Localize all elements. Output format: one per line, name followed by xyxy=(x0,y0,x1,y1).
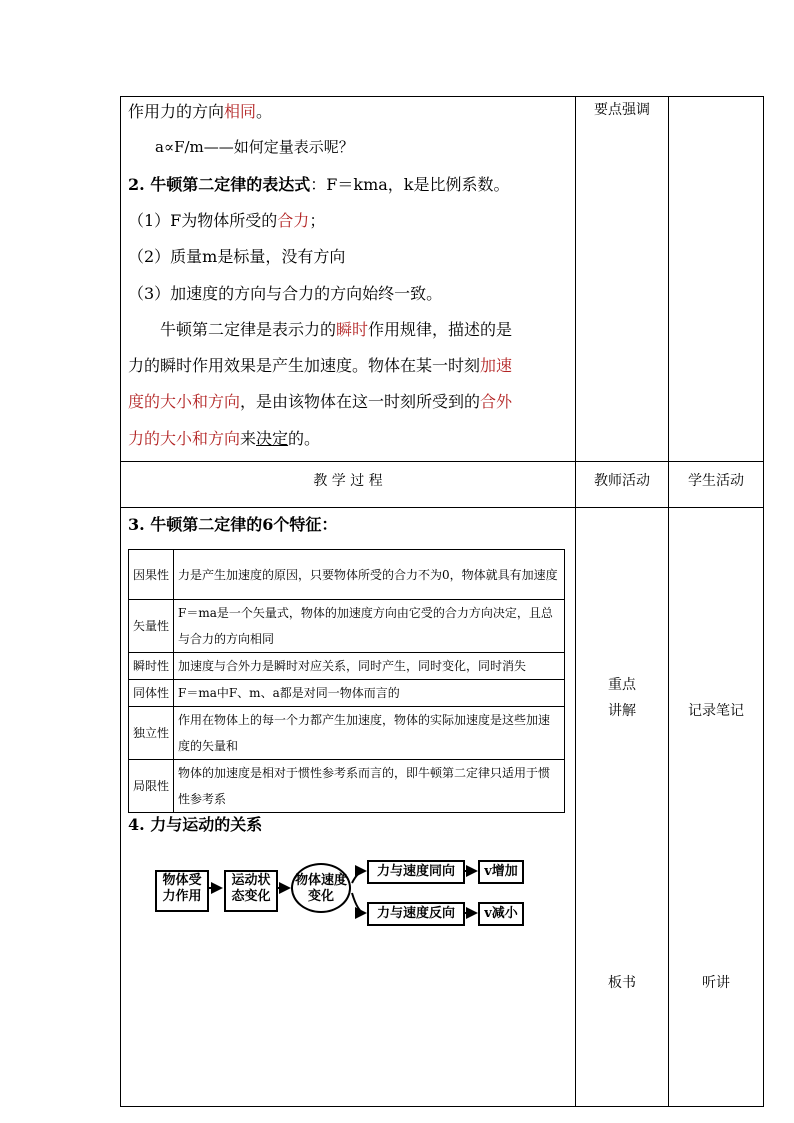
para-line2: 力的瞬时作用效果是产生加速度。物体在某一时刻加速 xyxy=(128,356,513,375)
header-process: 教 学 过 程 xyxy=(313,473,383,489)
flow-ellipse-velocity-change: 物体速度变化 xyxy=(291,863,351,913)
table-border-col2 xyxy=(668,96,669,1107)
table-row xyxy=(129,550,565,600)
table-row xyxy=(129,680,565,707)
flow-box-force: 物体受力作用 xyxy=(155,870,209,912)
header-student: 学生活动 xyxy=(688,473,744,489)
flow-box-opposite-direction: 力与速度反向 xyxy=(367,902,465,926)
teacher-board: 板书 xyxy=(608,975,636,991)
feature-name: 同体性 xyxy=(129,680,174,707)
flow-box-v-decrease: v减小 xyxy=(478,902,524,926)
point-3: （3）加速度的方向与合力的方向始终一致。 xyxy=(128,284,443,303)
features-table xyxy=(128,549,565,813)
feature-desc: F＝ma中F、m、a都是对同一物体而言的 xyxy=(174,680,565,707)
para-line1: 牛顿第二定律是表示力的瞬时作用规律，描述的是 xyxy=(160,320,513,339)
header-teacher: 教师活动 xyxy=(594,473,650,489)
table-row xyxy=(129,653,565,680)
table-border-right xyxy=(763,96,764,1107)
flow-box-v-increase: v增加 xyxy=(478,860,524,884)
flow-box-state-change: 运动状态变化 xyxy=(224,870,278,912)
feature-name: 因果性 xyxy=(129,550,174,600)
teacher-focus: 重点 xyxy=(608,677,636,693)
section3-title: 3. 牛顿第二定律的6个特征： xyxy=(128,515,338,534)
note-key-points: 要点强调 xyxy=(594,102,650,118)
table-row xyxy=(129,707,565,760)
section4-title: 4. 力与运动的关系 xyxy=(128,815,263,834)
feature-desc: 力是产生加速度的原因，只要物体所受的合力不为0，物体就具有加速度 xyxy=(174,550,565,600)
para-line4: 力的大小和方向来决定的。 xyxy=(128,429,321,448)
top-line1: 作用力的方向相同。 xyxy=(128,102,273,121)
student-notes: 记录笔记 xyxy=(688,703,744,719)
feature-name: 矢量性 xyxy=(129,600,174,653)
feature-desc: 加速度与合外力是瞬时对应关系，同时产生，同时变化，同时消失 xyxy=(174,653,565,680)
table-row xyxy=(129,600,565,653)
arrow-branch-top xyxy=(352,871,365,883)
point-1: （1）F为物体所受的合力； xyxy=(128,211,326,230)
feature-desc: 物体的加速度是相对于惯性参考系而言的，即牛顿第二定律只适用于惯性参考系 xyxy=(174,760,565,813)
student-listen: 听讲 xyxy=(702,975,730,991)
flow-box-same-direction: 力与速度同向 xyxy=(367,860,465,884)
arrow-branch-bottom xyxy=(352,893,365,913)
table-row xyxy=(129,760,565,813)
teacher-explain: 讲解 xyxy=(608,703,636,719)
point-2: （2）质量m是标量，没有方向 xyxy=(128,247,346,266)
feature-name: 局限性 xyxy=(129,760,174,813)
feature-name: 独立性 xyxy=(129,707,174,760)
table-border-left xyxy=(120,96,121,1107)
feature-desc: F＝ma是一个矢量式，物体的加速度方向由它受的合力方向决定，且总与合力的方向相同 xyxy=(174,600,565,653)
top-line2: a∝F/m——如何定量表示呢？ xyxy=(155,138,354,156)
flow-arrows xyxy=(200,855,490,935)
feature-desc: 作用在物体上的每一个力都产生加速度，物体的实际加速度是这些加速度的矢量和 xyxy=(174,707,565,760)
section2-heading: 2. 牛顿第二定律的表达式：F＝kma，k是比例系数。 xyxy=(128,175,510,194)
para-line3: 度的大小和方向，是由该物体在这一时刻所受到的合外 xyxy=(128,392,513,411)
feature-name: 瞬时性 xyxy=(129,653,174,680)
table-border-col1 xyxy=(575,96,576,1107)
